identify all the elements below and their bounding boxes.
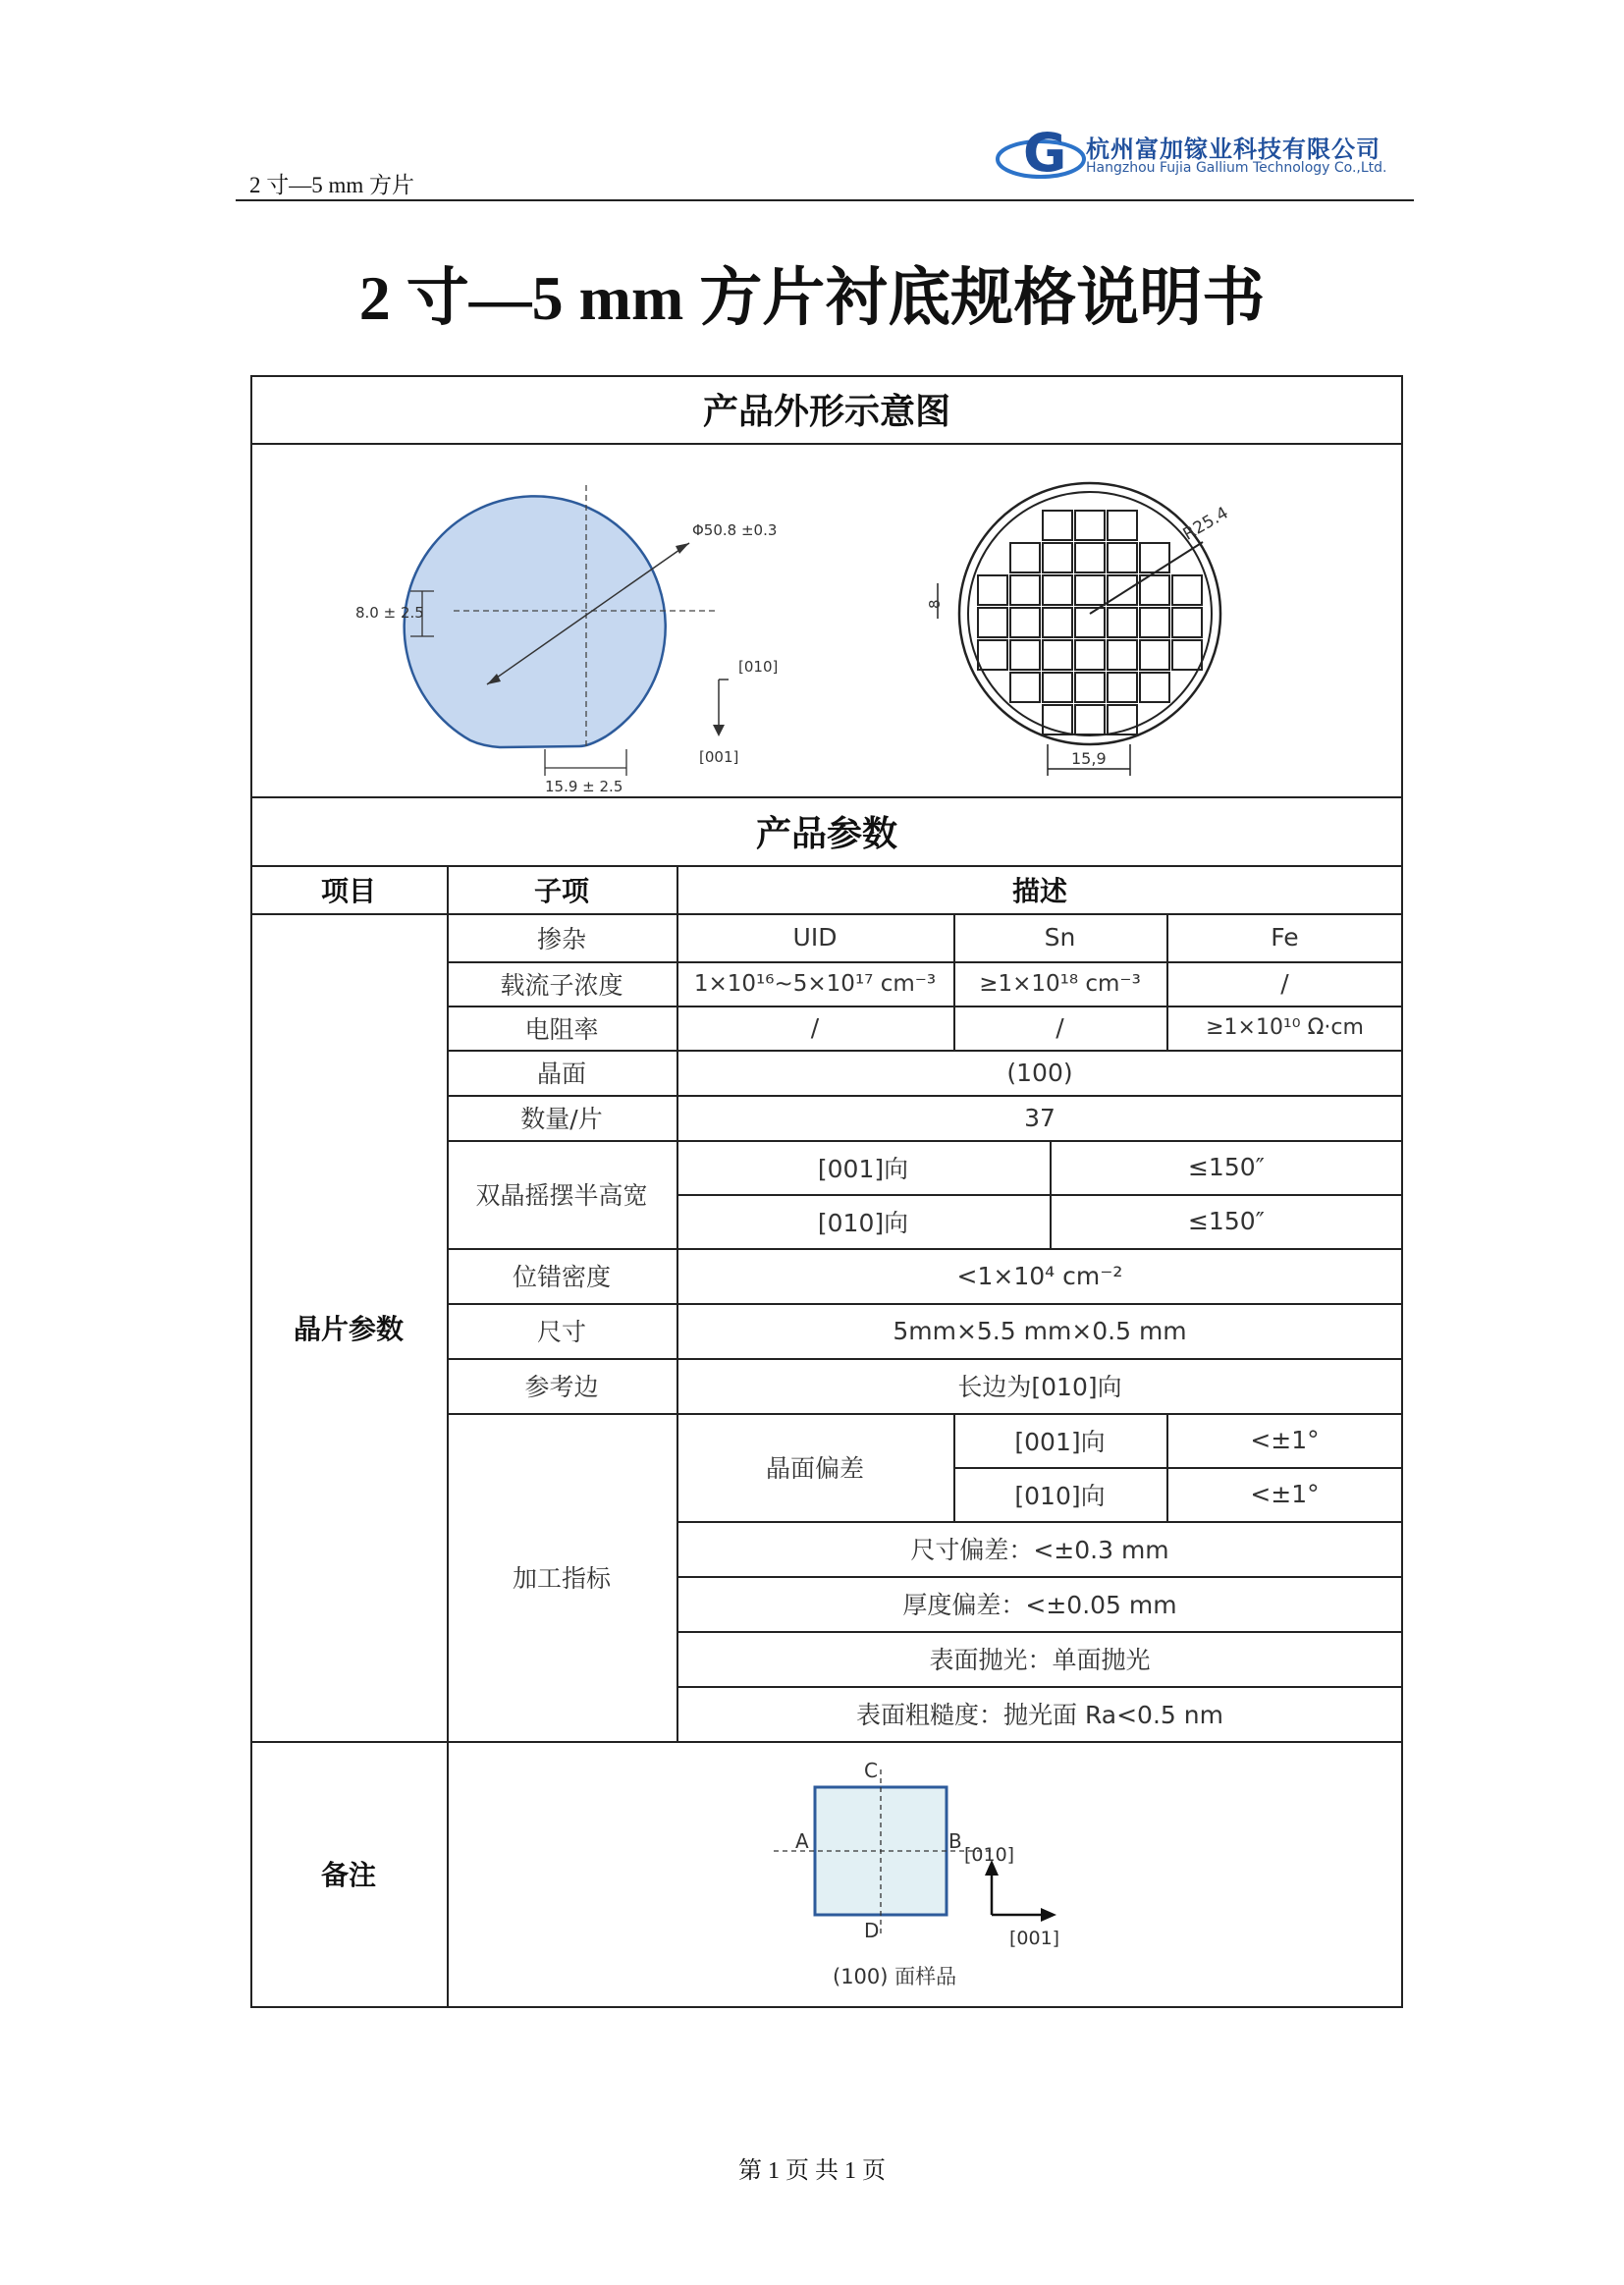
shape-section-title: 产品外形示意图 (702, 392, 950, 432)
resistivity-label: 电阻率 (524, 1014, 599, 1044)
letter-b: B (948, 1829, 962, 1853)
quantity-label: 数量/片 (520, 1105, 603, 1133)
die-square (1108, 543, 1137, 572)
die-square (1010, 640, 1040, 670)
die-square (1010, 673, 1040, 702)
wafer-outline-diagram (334, 462, 805, 795)
sample-caption: (100) 面样品 (833, 1965, 957, 1988)
surface-roughness: 表面粗糙度：抛光面 Ra<0.5 nm (856, 1701, 1223, 1729)
orientation-010-value: <±1° (1250, 1480, 1320, 1508)
die-square (1010, 608, 1040, 637)
notes-label: 备注 (320, 1859, 376, 1891)
header-subitem: 子项 (533, 874, 589, 907)
resistivity-fe: ≥1×10¹⁰ Ω·cm (1206, 1015, 1364, 1040)
die-square (1075, 705, 1105, 734)
die-square (1010, 543, 1040, 572)
resistivity-uid: / (810, 1013, 820, 1042)
die-square (1043, 575, 1072, 605)
header-rule (236, 199, 1414, 201)
die-square (1172, 640, 1202, 670)
die-square (978, 640, 1007, 670)
orientation-001-value: <±1° (1250, 1426, 1320, 1454)
reference-edge-value: 长边为[010]向 (957, 1373, 1122, 1401)
surface-polish: 表面抛光：单面抛光 (929, 1646, 1151, 1674)
die-square (1172, 608, 1202, 637)
xrd-010-dir: [010]向 (817, 1208, 909, 1237)
crystal-face-value: (100) (1006, 1058, 1073, 1087)
xrd-001-value: ≤150″ (1187, 1153, 1265, 1181)
note-dir-010: [010] (964, 1844, 1015, 1866)
layout-flat-label: 15,9 (1071, 749, 1107, 768)
layout-height-label: 8 (926, 599, 944, 609)
xrd-001-dir: [001]向 (817, 1154, 909, 1183)
die-square (1140, 640, 1169, 670)
note-dir-001: [001] (1009, 1928, 1060, 1949)
doping-label: 掺杂 (536, 924, 586, 953)
size-tolerance: 尺寸偏差：<±0.3 mm (910, 1536, 1169, 1564)
carrier-sn: ≥1×10¹⁸ cm⁻³ (979, 970, 1141, 997)
quantity-value: 37 (1024, 1103, 1056, 1132)
die-square (1075, 608, 1105, 637)
die-square (1108, 511, 1137, 540)
xrd-label: 双晶摇摆半高宽 (475, 1181, 648, 1210)
die-square (1140, 608, 1169, 637)
dislocation-value: <1×10⁴ cm⁻² (956, 1261, 1123, 1290)
carrier-fe: / (1280, 969, 1289, 998)
carrier-uid: 1×10¹⁶~5×10¹⁷ cm⁻³ (693, 970, 937, 997)
document-title: 2 寸—5 mm 方片衬底规格说明书 (358, 263, 1266, 333)
direction-010-label: [010] (738, 658, 779, 676)
wafer-shape (405, 496, 666, 747)
direction-001-label: [001] (699, 748, 739, 766)
logo-letter: G (1023, 122, 1067, 184)
die-square (1010, 575, 1040, 605)
processing-label: 加工指标 (512, 1564, 611, 1593)
die-square (1140, 543, 1169, 572)
die-layout-diagram (926, 481, 1291, 795)
die-square (1172, 575, 1202, 605)
die-square (1075, 511, 1105, 540)
die-square (1043, 608, 1072, 637)
die-square (1108, 673, 1137, 702)
header-doc-title: 2 寸—5 mm 方片 (249, 173, 415, 197)
die-square (1043, 640, 1072, 670)
die-square (1043, 543, 1072, 572)
die-square (978, 608, 1007, 637)
dislocation-label: 位错密度 (512, 1263, 611, 1291)
die-square (1140, 673, 1169, 702)
xrd-010-value: ≤150″ (1187, 1207, 1265, 1235)
header-item: 项目 (320, 874, 376, 907)
die-square (1108, 640, 1137, 670)
params-section-title: 产品参数 (755, 813, 897, 854)
sample-orientation-diagram (746, 1748, 1100, 2003)
reference-edge-label: 参考边 (524, 1373, 599, 1401)
company-name-en: Hangzhou Fujia Gallium Technology Co.,Ltd. (1086, 160, 1387, 176)
radius-label: R25.4 (1179, 503, 1232, 545)
flat-width-label: 15.9 ± 2.5 (545, 778, 623, 795)
die-square (1075, 543, 1105, 572)
die-grid (978, 511, 1202, 734)
die-square (978, 575, 1007, 605)
crystal-face-label: 晶面 (536, 1060, 586, 1088)
group-wafer-params: 晶片参数 (293, 1312, 404, 1345)
header-description: 描述 (1011, 874, 1067, 907)
diameter-label: Φ50.8 ±0.3 (692, 521, 778, 539)
orientation-010-dir: [010]向 (1014, 1481, 1106, 1510)
size-label: 尺寸 (536, 1318, 586, 1346)
die-square (1075, 640, 1105, 670)
letter-a: A (795, 1829, 809, 1853)
thickness-tolerance: 厚度偏差：<±0.05 mm (902, 1591, 1177, 1619)
doping-sn: Sn (1044, 923, 1076, 952)
flat-depth-label: 8.0 ± 2.5 (355, 604, 424, 622)
company-name-cn: 杭州富加镓业科技有限公司 (1086, 136, 1380, 163)
size-value: 5mm×5.5 mm×0.5 mm (893, 1316, 1187, 1345)
page-footer: 第 1 页 共 1 页 (738, 2158, 886, 2184)
company-logo-icon (994, 116, 1088, 187)
die-square (1043, 673, 1072, 702)
die-square (1108, 608, 1137, 637)
letter-c: C (864, 1759, 878, 1782)
die-square (1075, 673, 1105, 702)
orientation-deviation-label: 晶面偏差 (765, 1454, 864, 1483)
letter-d: D (864, 1919, 880, 1942)
doping-uid: UID (792, 923, 838, 952)
die-square (1075, 575, 1105, 605)
orientation-001-dir: [001]向 (1014, 1427, 1106, 1456)
carrier-label: 载流子浓度 (500, 970, 623, 1000)
resistivity-sn: / (1056, 1013, 1064, 1042)
rule (250, 443, 1403, 445)
doping-fe: Fe (1271, 923, 1299, 952)
die-square (1043, 511, 1072, 540)
